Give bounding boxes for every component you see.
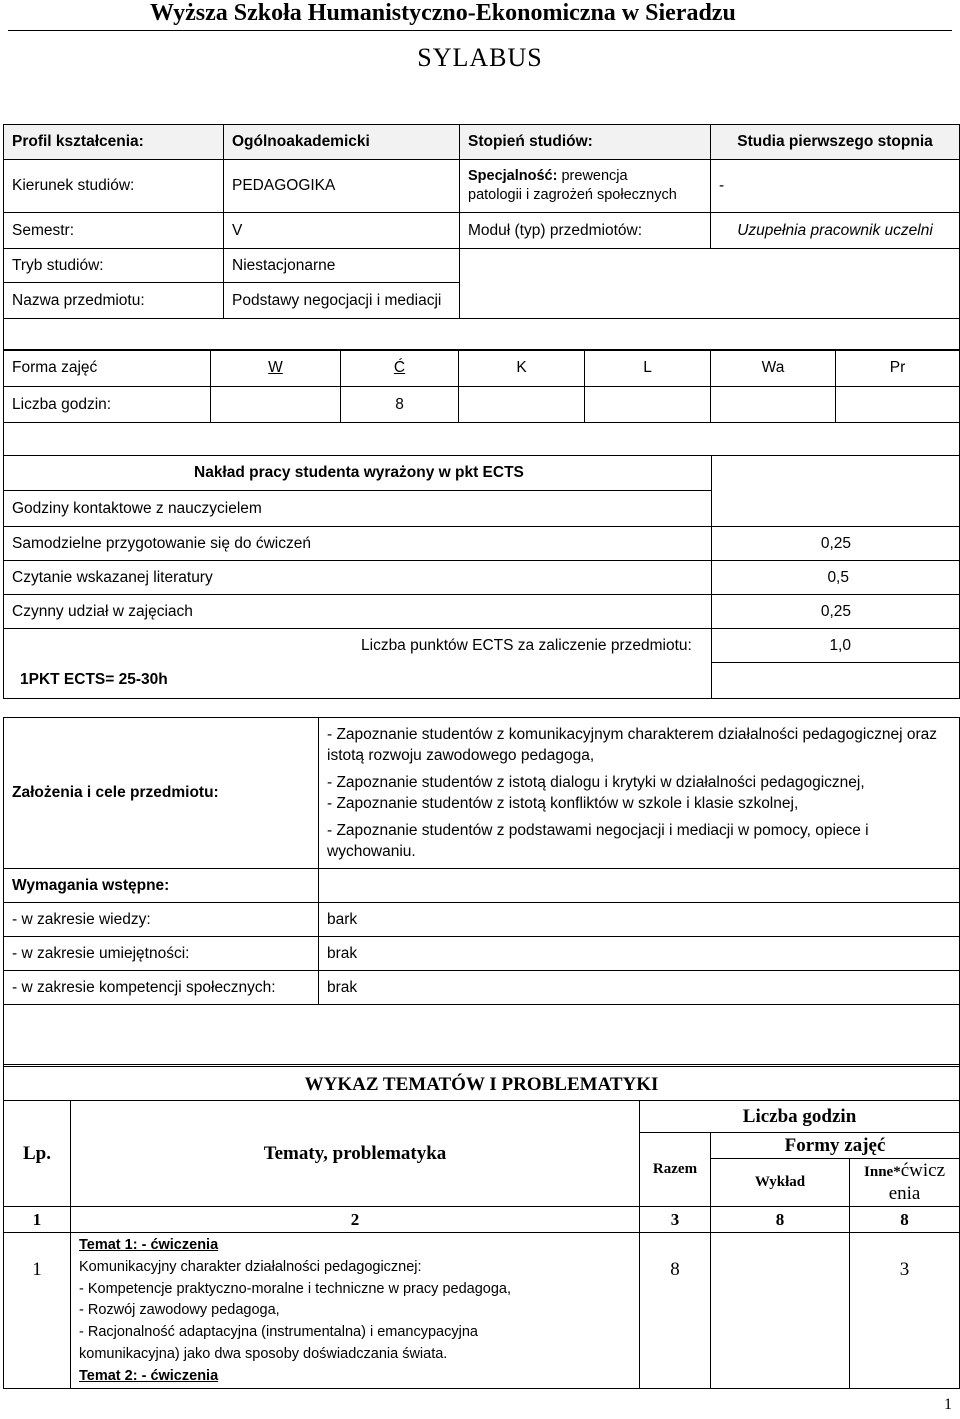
goals-list <box>319 718 960 869</box>
tryb-label: Tryb studiów: <box>4 249 224 283</box>
ects-cell-empty <box>712 663 960 699</box>
info-table <box>3 124 960 351</box>
num-col-5: 8 <box>850 1207 960 1233</box>
forma-type-l: L <box>585 350 711 387</box>
specjalnosc-value-2: patologii i zagrożeń społecznych <box>468 187 677 203</box>
goals-label: Założenia i cele przedmiotu: <box>4 718 319 869</box>
ects-row <box>4 561 849 595</box>
ects-row-label: Samodzielne przygotowanie się do ćwiczeń <box>12 535 311 552</box>
col-lp: Lp. <box>4 1101 71 1207</box>
topic-heading: Temat 1: - ćwiczenia <box>79 1237 219 1253</box>
requirements-empty <box>319 869 960 903</box>
nazwa-value: Podstawy negocjacji i mediacji <box>224 283 460 319</box>
specjalnosc-extra: - <box>711 160 960 213</box>
spacer-row <box>4 319 960 351</box>
forma-table <box>3 349 960 456</box>
hours-c: 8 <box>341 387 459 423</box>
req-value: brak <box>319 971 960 1005</box>
ects-row <box>4 527 851 561</box>
topic-lp: 1 <box>4 1233 71 1389</box>
requirements-label: Wymagania wstępne: <box>4 869 319 903</box>
forma-type-pr: Pr <box>836 350 960 387</box>
req-label: - w zakresie wiedzy: <box>4 903 319 937</box>
num-col-4: 8 <box>711 1207 850 1233</box>
topic-heading-next: Temat 2: - ćwiczenia <box>79 1367 219 1384</box>
forma-type-wa: Wa <box>711 350 836 387</box>
specjalnosc-value-1: prewencja <box>561 168 628 184</box>
modul-label: Moduł (typ) przedmiotów: <box>460 213 711 249</box>
topics-table <box>3 1064 960 1389</box>
col-inne <box>850 1159 960 1207</box>
topic-line: - Rozwój zawodowy pedagoga, <box>79 1302 280 1319</box>
col-topics: Tematy, problematyka <box>71 1101 640 1207</box>
semestr-label: Semestr: <box>4 213 224 249</box>
req-label: - w zakresie umiejętności: <box>4 937 319 971</box>
profil-value: Ogólnoakademicki <box>224 125 460 160</box>
hours-pr <box>836 387 960 423</box>
topic-line: komunikacyjna) jako dwa sposoby doświadczania świata. <box>79 1345 448 1362</box>
goal-item: - Zapoznanie studentów z istotą dialogu i krytyki w działalności pedagogicznej, <box>327 774 865 791</box>
ects-row-value: 0,25 <box>820 603 851 620</box>
hours-l <box>585 387 711 423</box>
specjalnosc-cell <box>460 160 711 213</box>
num-col-2: 2 <box>71 1207 640 1233</box>
topic-wyklad <box>711 1233 850 1389</box>
hours-w <box>211 387 341 423</box>
ects-row-value: 0,5 <box>827 569 849 586</box>
ects-row-value: 0,25 <box>820 535 851 552</box>
ects-total-label: Liczba punktów ECTS za zaliczenie przedmiotu: <box>361 637 692 654</box>
hours-label: Liczba godzin: <box>4 387 211 423</box>
school-name: Wyższa Szkoła Humanistyczno-Ekonomiczna w Sieradzu <box>150 0 736 26</box>
ects-row-label: Czytanie wskazanej literatury <box>12 569 213 586</box>
stopien-label: Stopień studiów: <box>460 125 711 160</box>
req-value: brak <box>319 937 960 971</box>
topic-line: - Kompetencje praktyczno-moralne i techniczne w pracy pedagoga, <box>79 1280 512 1297</box>
specjalnosc-label: Specjalność: <box>468 168 558 184</box>
col-forms: Formy zajęć <box>711 1133 960 1159</box>
nazwa-empty <box>460 283 960 319</box>
page-number: 1 <box>944 1396 952 1413</box>
num-col-3: 3 <box>640 1207 711 1233</box>
col-inne-rest-2: enia <box>888 1183 921 1204</box>
tryb-value: Niestacjonarne <box>224 249 460 283</box>
document-title: SYLABUS <box>417 43 543 72</box>
hours-k <box>459 387 585 423</box>
kierunek-label: Kierunek studiów: <box>4 160 224 213</box>
spacer-row <box>4 423 960 456</box>
ects-total-row <box>4 629 851 663</box>
forma-label: Forma zajęć <box>4 350 211 387</box>
hours-wa <box>711 387 836 423</box>
ects-row-label: Czynny udział w zajęciach <box>12 603 193 620</box>
semestr-value: V <box>224 213 460 249</box>
forma-type-w: W <box>211 350 341 387</box>
col-razem: Razem <box>640 1133 711 1207</box>
modul-value: Uzupełnia pracownik uczelni <box>711 213 960 249</box>
col-inne-label: Inne* <box>864 1164 901 1180</box>
tryb-empty <box>460 249 960 283</box>
ects-note: 1PKT ECTS= 25-30h <box>4 663 712 699</box>
goal-item: - Zapoznanie studentów z istotą konfliktów w szkole i klasie szkolnej, <box>327 795 799 812</box>
kierunek-value: PEDAGOGIKA <box>224 160 460 213</box>
col-wyklad: Wykład <box>711 1159 850 1207</box>
topic-content <box>71 1233 640 1389</box>
forma-type-c: Ć <box>341 350 459 387</box>
goals-table <box>3 717 960 1067</box>
ects-header-empty <box>712 456 960 527</box>
topic-line: - Racjonalność adaptacyjna (instrumentalna) i emancypacyjna <box>79 1324 478 1341</box>
topic-razem: 8 <box>640 1233 711 1389</box>
ects-table <box>3 455 960 699</box>
num-col-1: 1 <box>4 1207 71 1233</box>
stopien-value: Studia pierwszego stopnia <box>711 125 960 160</box>
col-hours: Liczba godzin <box>640 1101 960 1133</box>
goal-item: - Zapoznanie studentów z podstawami negocjacji i mediacji w pomocy, opiece i wychowaniu. <box>327 822 869 860</box>
ects-header: Nakład pracy studenta wyrażony w pkt ECTS <box>4 456 712 491</box>
nazwa-label: Nazwa przedmiotu: <box>4 283 224 319</box>
topic-inne: 3 <box>850 1233 960 1389</box>
goal-item: - Zapoznanie studentów z komunikacyjnym charakterem działalności pedagogicznej oraz istotą rozwoju zawodowego pedagoga, <box>327 726 937 764</box>
profil-label: Profil kształcenia: <box>4 125 224 160</box>
forma-type-k: K <box>459 350 585 387</box>
topics-title: WYKAZ TEMATÓW I PROBLEMATYKI <box>4 1065 960 1101</box>
ects-total-value: 1,0 <box>829 637 851 654</box>
req-label: - w zakresie kompetencji społecznych: <box>4 971 319 1005</box>
topic-line: Komunikacyjny charakter działalności pedagogicznej: <box>79 1258 422 1275</box>
col-inne-rest-1: ćwicz <box>900 1160 946 1181</box>
header-rule <box>8 30 952 31</box>
req-value: bark <box>319 903 960 937</box>
ects-row-label: Godziny kontaktowe z nauczycielem <box>4 491 712 527</box>
ects-row <box>4 595 851 629</box>
spacer-row <box>4 1005 960 1067</box>
